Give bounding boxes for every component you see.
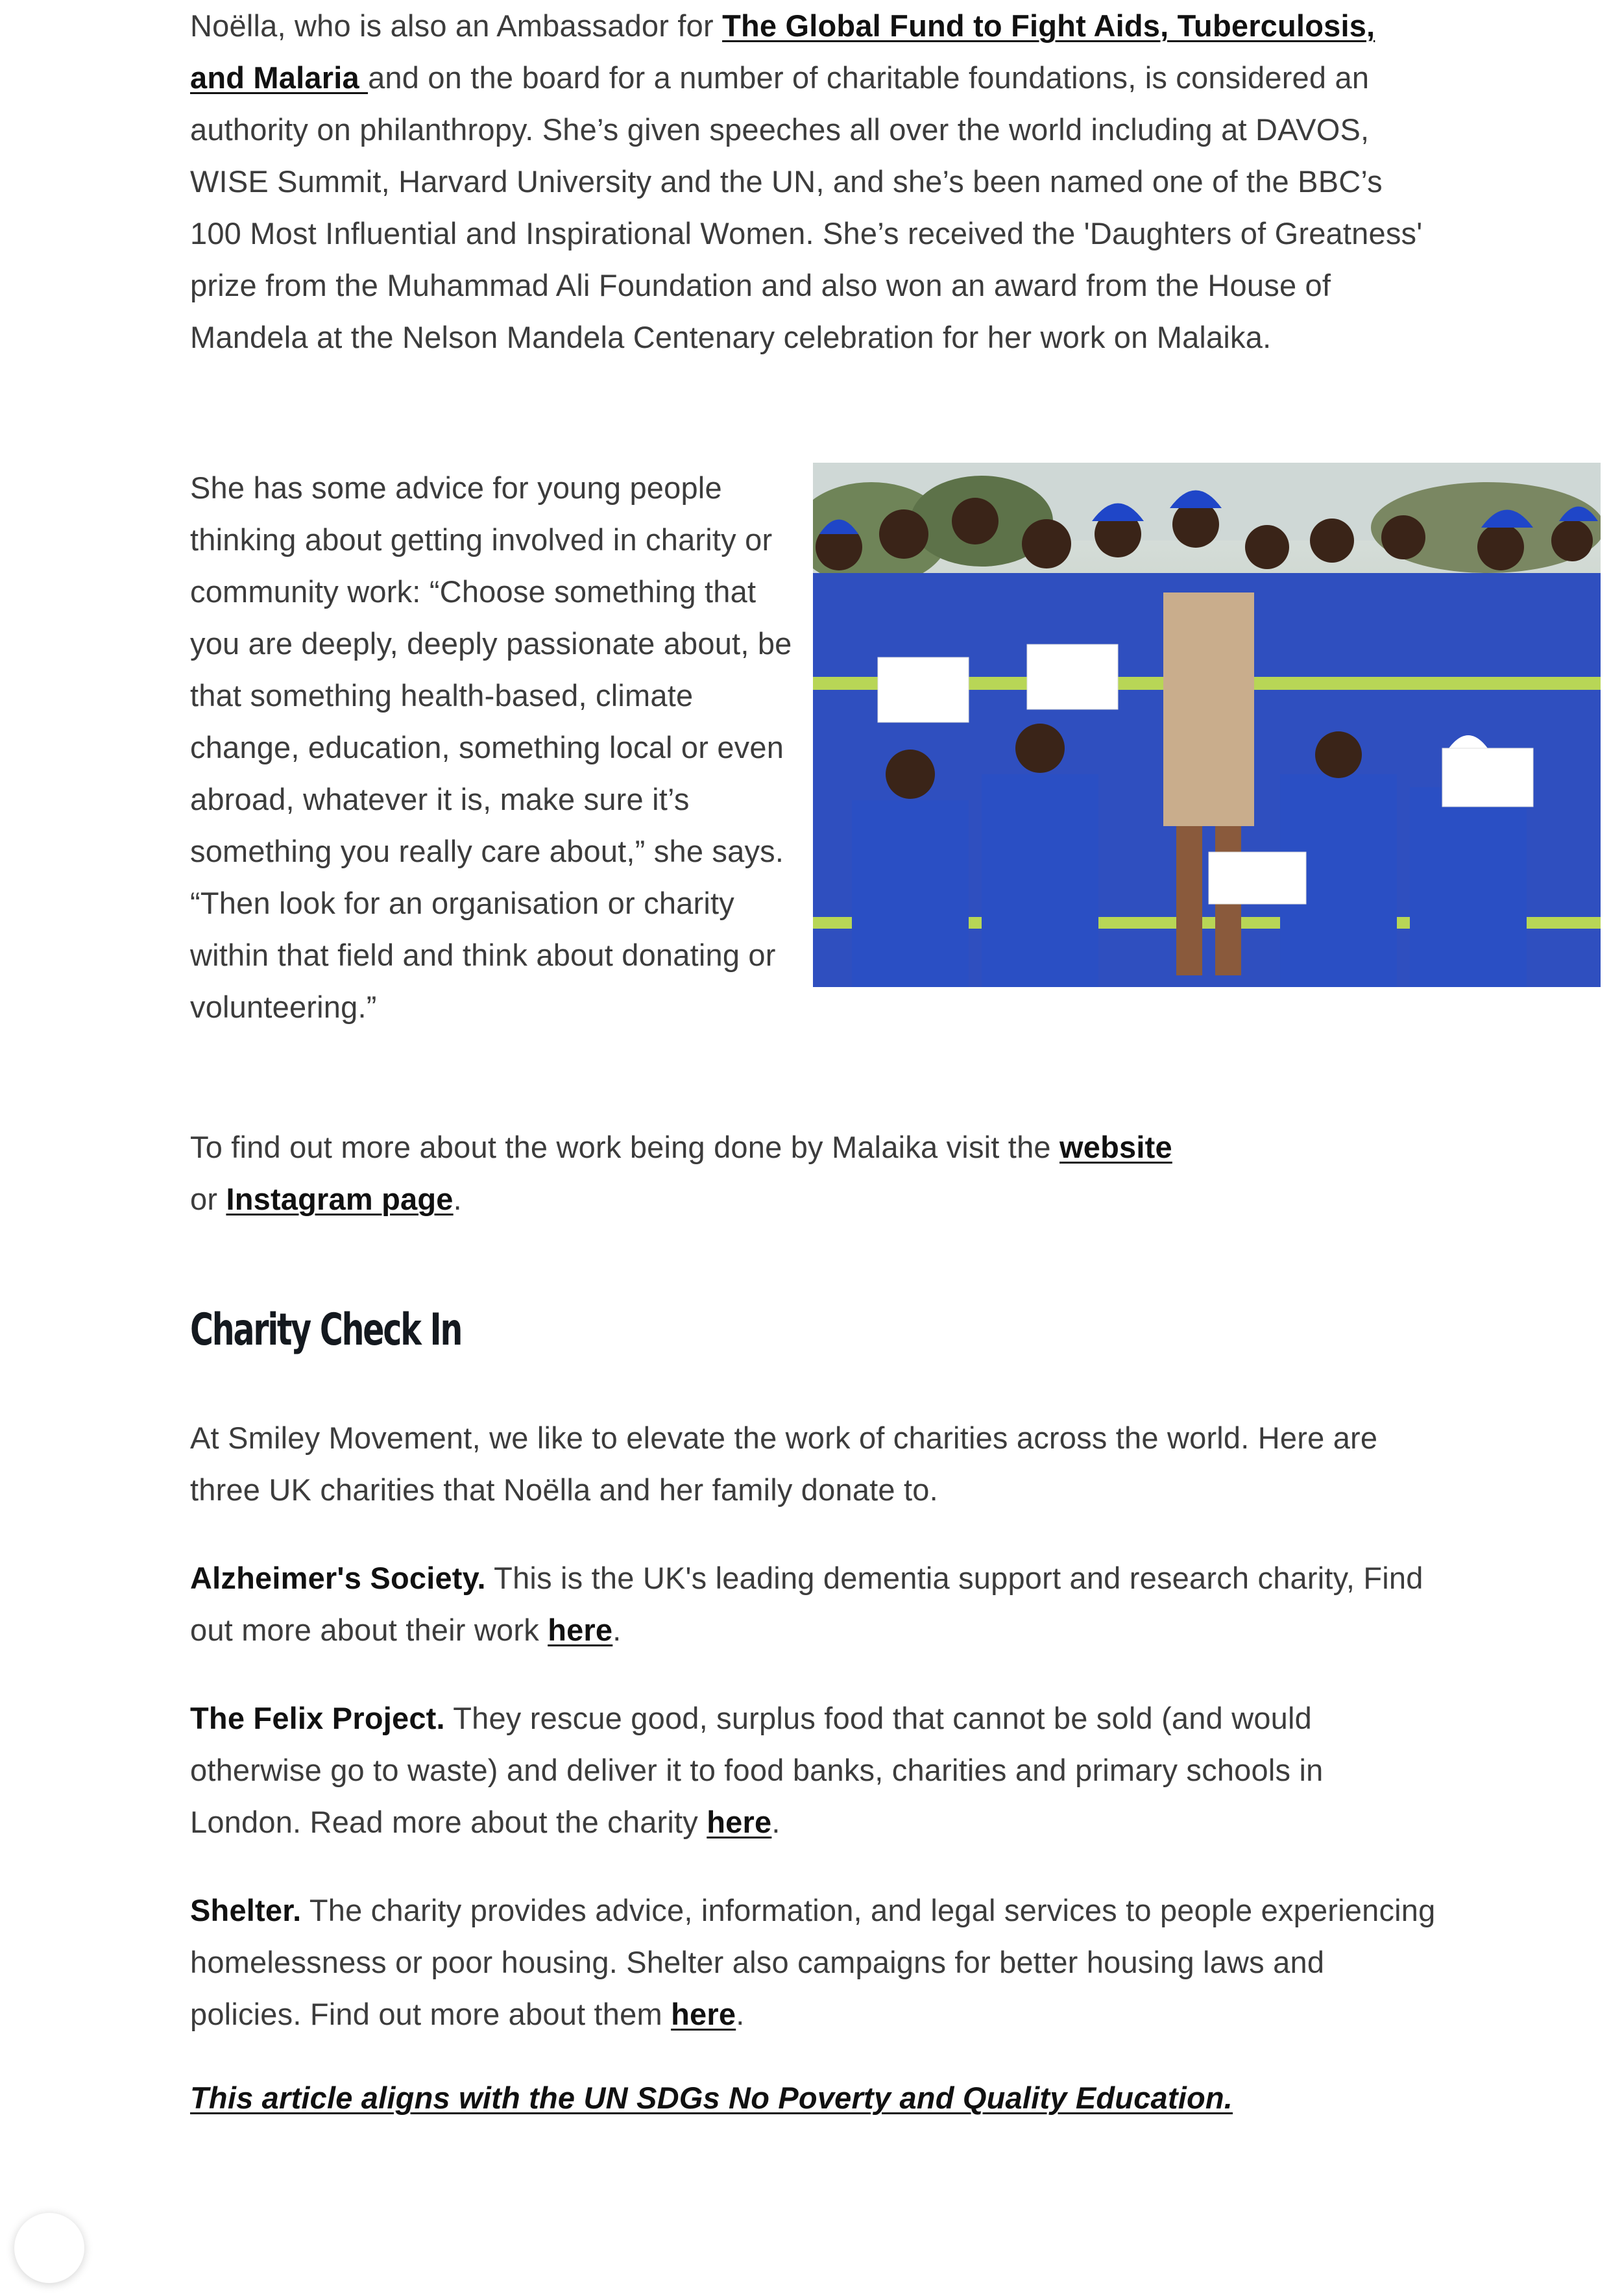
charity-name: Shelter.: [190, 1893, 302, 1927]
group-photo-illustration: [813, 463, 1601, 987]
advice-paragraph: She has some advice for young people thinking about getting involved in charity or community work: “Choose something that you are deeply, deeply passionate about, be that something health-based, climate change, education, something local or even abroad, whatever it is, make sure it’s something you really care about,” she says. “Then look for an organisation or charity within that field and think about donating or volunteering.”: [190, 470, 792, 1024]
sdg-paragraph: [190, 2072, 1436, 2124]
alzheimers-society-paragraph: Alzheimer's Society. This is the UK's leading dementia support and research charity, Find out more about their work here.: [190, 1561, 1423, 1647]
group-photo: [813, 463, 1601, 987]
global-fund-link[interactable]: The Global Fund to Fight Aids, Tuberculosis, and Malaria: [190, 8, 1375, 95]
felix-here-link[interactable]: here: [707, 1805, 772, 1839]
intro-paragraph: [190, 0, 1436, 363]
charity-intro-paragraph: At Smiley Movement, we like to elevate the work of charities across the world. Here are three UK charities that Noëlla and her family donate to.: [190, 1421, 1378, 1507]
intro-text: Noëlla, who is also an Ambassador for The Global Fund to Fight Aids, Tuberculosis, and Malaria and on the board for a number of charitable foundations, is considered an authority on philanthropy. She’s given speeches all over the world including at DAVOS, WISE Summit, Harvard University and the UN, and she’s been named one of the BBC’s 100 Most Influential and Inspirational Women. She’s received the 'Daughters of Greatness' prize from the Muhammad Ali Foundation and also won an award from the House of Mandela at the Nelson Mandela Centenary celebration for her work on Malaika.: [190, 8, 1423, 354]
charity-name: Alzheimer's Society.: [190, 1561, 486, 1595]
shelter-here-link[interactable]: here: [671, 1997, 736, 2031]
website-link[interactable]: website: [1059, 1130, 1172, 1164]
shelter-paragraph: Shelter. The charity provides advice, information, and legal services to people experiencing homelessness or poor housing. Shelter also campaigns for better housing laws and policies. Find out more about them here.: [190, 1893, 1436, 2031]
alzheimers-here-link[interactable]: here: [548, 1613, 613, 1647]
charity-check-in-heading: Charity Check In: [190, 1304, 462, 1356]
felix-project-paragraph: The Felix Project. They rescue good, surplus food that cannot be sold (and would otherwise go to waste) and deliver it to food banks, charities and primary schools in London. Read more about the charity here.: [190, 1701, 1324, 1839]
find-more-paragraph: To find out more about the work being done by Malaika visit the website or Instagram page.: [190, 1130, 1172, 1216]
sdg-link[interactable]: This article aligns with the UN SDGs No Poverty and Quality Education.: [190, 2081, 1233, 2115]
instagram-link[interactable]: Instagram page: [226, 1182, 454, 1216]
chat-widget-button[interactable]: [14, 2213, 84, 2283]
charity-name: The Felix Project.: [190, 1701, 445, 1735]
